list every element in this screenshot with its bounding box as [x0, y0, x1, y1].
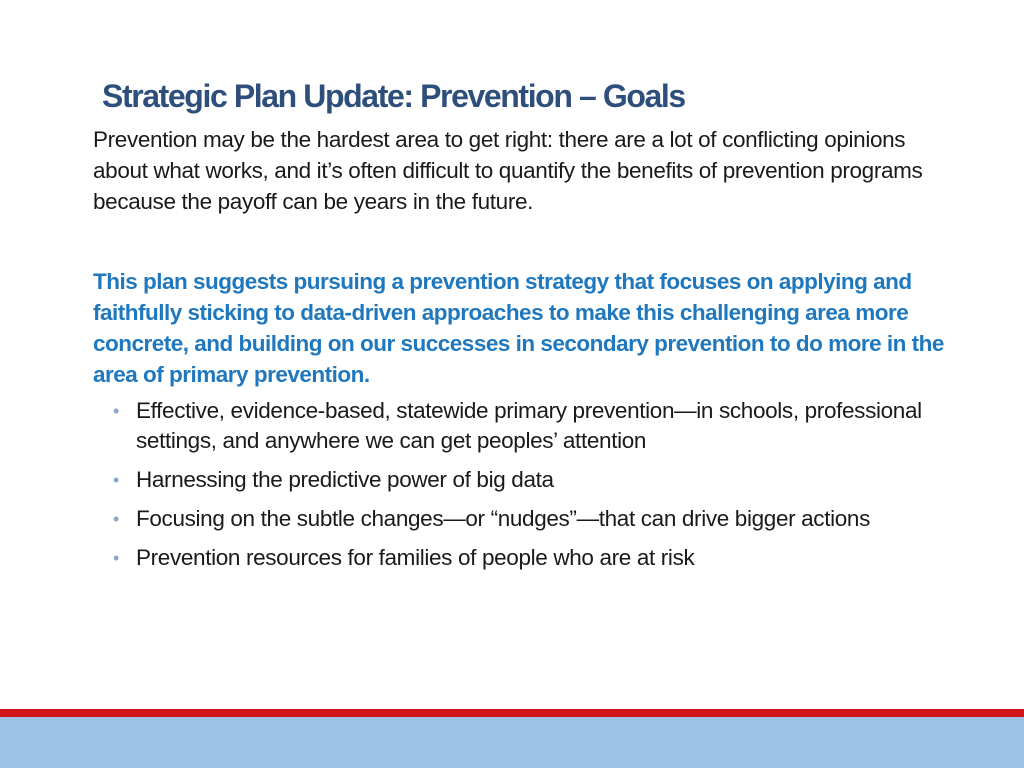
bullet-icon: •	[113, 548, 119, 568]
footer-red-stripe	[0, 709, 1024, 717]
bullet-icon: •	[113, 470, 119, 490]
bullet-icon: •	[113, 509, 119, 529]
bullet-list	[113, 396, 973, 582]
bullet-item	[113, 465, 973, 495]
bullet-text: Harnessing the predictive power of big data	[136, 467, 554, 492]
emphasis-paragraph: This plan suggests pursuing a prevention strategy that focuses on applying and faithfully sticking to data-driven approaches to make this challenging area more concrete, and building on our successes in secondary prevention to do more in the area of primary prevention.	[93, 269, 944, 387]
bullet-item	[113, 543, 973, 573]
bullet-text: Effective, evidence-based, statewide primary prevention—in schools, professional settings, and anywhere we can get peoples’ attention	[136, 398, 922, 453]
bullet-item	[113, 504, 973, 534]
bullet-text: Focusing on the subtle changes—or “nudges”—that can drive bigger actions	[136, 506, 870, 531]
slide-title: Strategic Plan Update: Prevention – Goals	[102, 78, 685, 114]
intro-paragraph: Prevention may be the hardest area to get right: there are a lot of conflicting opinions about what works, and it’s often difficult to quantify the benefits of prevention programs because the payoff can be years in the future.	[93, 127, 923, 214]
bullet-item	[113, 396, 973, 456]
bullet-icon: •	[113, 401, 119, 421]
footer-blue-band	[0, 717, 1024, 768]
bullet-text: Prevention resources for families of people who are at risk	[136, 545, 695, 570]
